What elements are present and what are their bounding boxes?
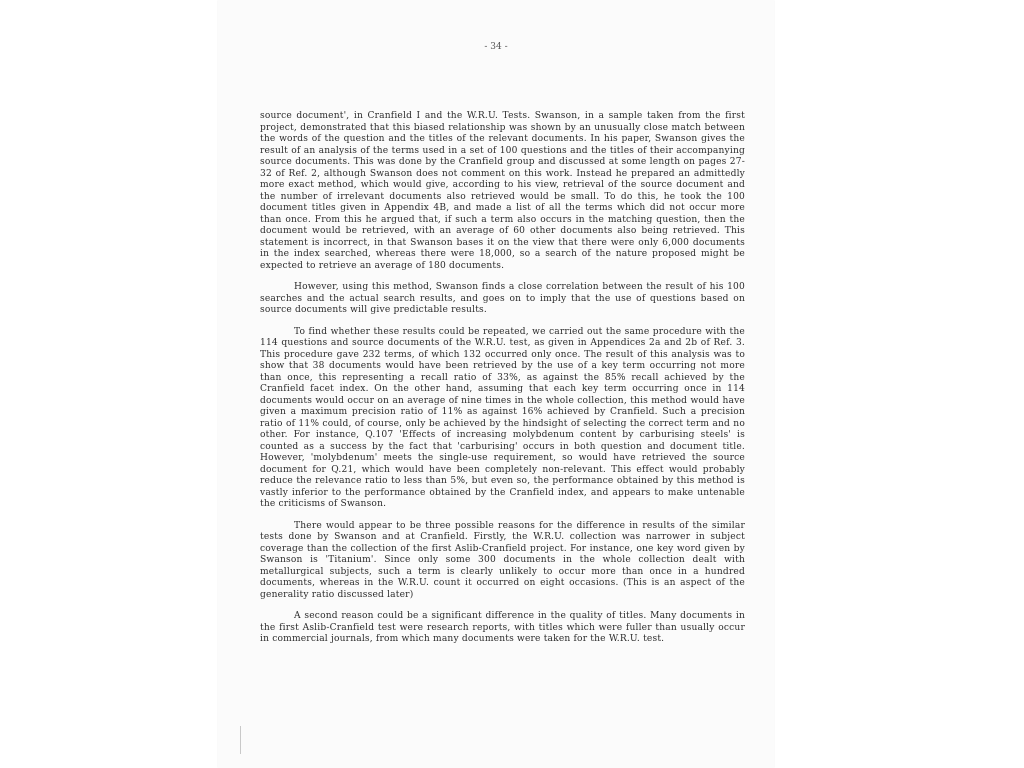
document-page [218, 0, 774, 768]
paragraph-5: A second reason could be a significant difference in the quality of titles. Many documents in the first Aslib-Cranfield test were research reports, with titles which were fuller than usually occur in commercial journals, from which many documents were taken for the W.R.U. test. [260, 611, 745, 644]
margin-mark [240, 726, 241, 754]
paragraph-2: However, using this method, Swanson finds a close correlation between the result of his 100 searches and the actual search results, and goes on to imply that the use of questions based on source documents will give predictable results. [260, 282, 745, 315]
page-number: - 34 - [484, 42, 508, 52]
paragraph-4: There would appear to be three possible reasons for the difference in results of the similar tests done by Swanson and at Cranfield. Firstly, the W.R.U. collection was narrower in subject coverage than the collection of the first Aslib-Cranfield project. For instance, one key word given by Swanson is 'Titanium'. Since only some 300 documents in the whole collection dealt with metallurgical subjects, such a term is clearly unlikely to occur more than once in a hundred documents, whereas in the W.R.U. count it occurred on eight occasions. (This is an aspect of the generality ratio discussed later) [260, 520, 745, 600]
paragraph-1: source document', in Cranfield I and the W.R.U. Tests. Swanson, in a sample taken from the first project, demonstrated that this biased relationship was shown by an unusually close match between the words of the question and the titles of the relevant documents. In his paper, Swanson gives the result of an analysis of the terms used in a set of 100 questions and the titles of their accompanying source documents. This was done by the Cranfield group and discussed at some length on pages 27-32 of Ref. 2, although Swanson does not comment on this work. Instead he prepared an admittedly more exact method, which would give, according to his view, retrieval of the source document and the number of irrelevant documents also retrieved would be small. To do this, he took the 100 document titles given in Appendix 4B, and made a list of all the terms which did not occur more than once. From this he argued that, if such a term also occurs in the matching question, then the document would be retrieved, with an average of 60 other documents also being retrieved. This statement is incorrect, in that Swanson bases it on the view that there were only 6,000 documents in the index searched, whereas there were 18,000, so a search of the nature proposed might be expected to retrieve an average of 180 documents. [260, 111, 745, 271]
paragraph-3: To find whether these results could be repeated, we carried out the same procedure with the 114 questions and source documents of the W.R.U. test, as given in Appendices 2a and 2b of Ref. 3. This procedure gave 232 terms, of which 132 occurred only once. The result of this analysis was to show that 38 documents would have been retrieved by the use of a key term occurring not more than once, this representing a recall ratio of 33%, as against the 85% recall achieved by the Cranfield facet index. On the other hand, assuming that each key term occurring once in 114 documents would occur on an average of nine times in the whole collection, this method would have given a maximum precision ratio of 11% as against 16% achieved by Cranfield. Such a precision ratio of 11% could, of course, only be achieved by the hindsight of selecting the correct term and no other. For instance, Q.107 'Effects of increasing molybdenum content by carburising steels' is counted as a success by the fact that 'carburising' occurs in both question and document title. However, 'molybdenum' meets the single-use requirement, so would have retrieved the source document for Q.21, which would have been completely non-relevant. This effect would probably reduce the relevance ratio to less than 5%, but even so, the performance obtained by this method is vastly inferior to the performance obtained by the Cranfield index, and appears to make untenable the criticisms of Swanson. [260, 326, 745, 509]
body-text [260, 111, 745, 656]
